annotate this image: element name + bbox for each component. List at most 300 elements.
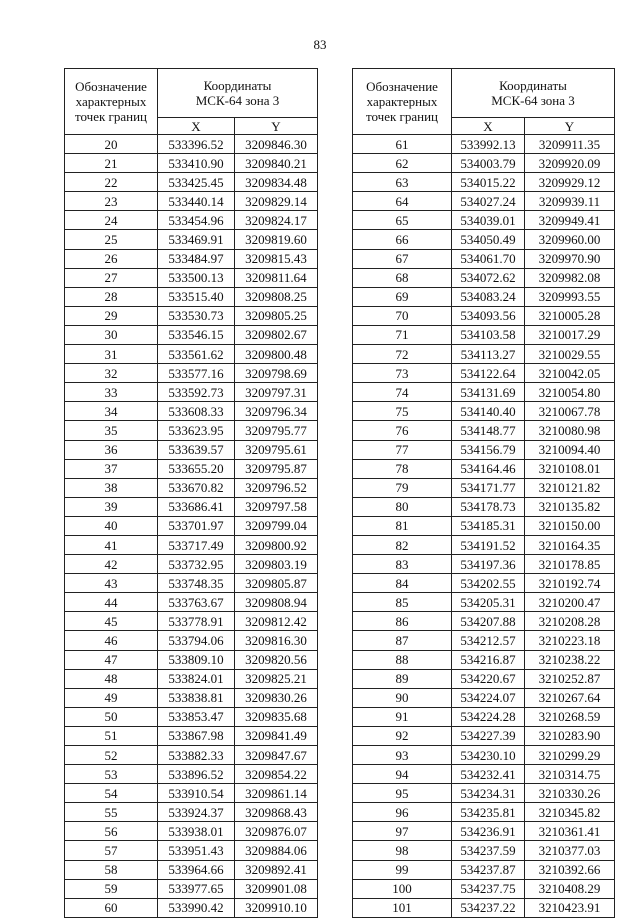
coordinates-table-right xyxy=(352,68,615,918)
x-coordinate-cell: 534224.28 xyxy=(452,707,525,726)
x-coordinate-cell: 534061.70 xyxy=(452,249,525,268)
point-id-cell: 91 xyxy=(353,707,452,726)
point-id-cell: 59 xyxy=(65,879,158,898)
point-id-cell: 31 xyxy=(65,345,158,364)
table-row xyxy=(65,516,318,535)
y-coordinate-cell: 3209802.67 xyxy=(235,325,318,344)
table-row xyxy=(65,135,318,154)
y-coordinate-cell: 3210094.40 xyxy=(525,440,615,459)
x-coordinate-cell: 534207.88 xyxy=(452,612,525,631)
x-coordinate-cell: 533608.33 xyxy=(158,402,235,421)
point-id-cell: 74 xyxy=(353,383,452,402)
y-coordinate-cell: 3209920.09 xyxy=(525,154,615,173)
table-row xyxy=(353,306,615,325)
y-coordinate-cell: 3210252.87 xyxy=(525,669,615,688)
table-row xyxy=(353,230,615,249)
x-coordinate-cell: 533717.49 xyxy=(158,535,235,554)
point-id-cell: 69 xyxy=(353,287,452,306)
x-coordinate-cell: 534235.81 xyxy=(452,803,525,822)
y-coordinate-cell: 3210408.29 xyxy=(525,879,615,898)
point-id-cell: 98 xyxy=(353,841,452,860)
x-coordinate-cell: 533577.16 xyxy=(158,364,235,383)
x-coordinate-cell: 534216.87 xyxy=(452,650,525,669)
point-id-cell: 89 xyxy=(353,669,452,688)
point-id-cell: 40 xyxy=(65,516,158,535)
y-coordinate-cell: 3209854.22 xyxy=(235,765,318,784)
point-id-cell: 62 xyxy=(353,154,452,173)
y-coordinate-cell: 3210017.29 xyxy=(525,325,615,344)
y-coordinate-cell: 3209811.64 xyxy=(235,268,318,287)
table-row xyxy=(353,154,615,173)
point-id-cell: 71 xyxy=(353,325,452,344)
table-body-left xyxy=(65,135,318,918)
x-coordinate-cell: 533561.62 xyxy=(158,345,235,364)
table-row xyxy=(353,669,615,688)
x-coordinate-cell: 534236.91 xyxy=(452,822,525,841)
point-id-cell: 80 xyxy=(353,497,452,516)
y-coordinate-cell: 3209835.68 xyxy=(235,707,318,726)
x-coordinate-cell: 533794.06 xyxy=(158,631,235,650)
x-coordinate-cell: 534230.10 xyxy=(452,746,525,765)
point-id-cell: 30 xyxy=(65,325,158,344)
y-column-header: Y xyxy=(525,118,615,135)
y-coordinate-cell: 3209829.14 xyxy=(235,192,318,211)
x-coordinate-cell: 533896.52 xyxy=(158,765,235,784)
table-row xyxy=(353,650,615,669)
x-coordinate-cell: 533515.40 xyxy=(158,287,235,306)
y-coordinate-cell: 3209824.17 xyxy=(235,211,318,230)
x-coordinate-cell: 534237.75 xyxy=(452,879,525,898)
x-coordinate-cell: 533623.95 xyxy=(158,421,235,440)
y-coordinate-cell: 3209825.21 xyxy=(235,669,318,688)
point-id-cell: 27 xyxy=(65,268,158,287)
x-coordinate-cell: 533964.66 xyxy=(158,860,235,879)
y-coordinate-cell: 3209861.14 xyxy=(235,784,318,803)
y-coordinate-cell: 3209993.55 xyxy=(525,287,615,306)
y-coordinate-cell: 3209929.12 xyxy=(525,173,615,192)
x-coordinate-cell: 534015.22 xyxy=(452,173,525,192)
table-row xyxy=(65,154,318,173)
table-row xyxy=(65,898,318,917)
table-row xyxy=(65,211,318,230)
x-coordinate-cell: 534131.69 xyxy=(452,383,525,402)
table-row xyxy=(353,688,615,707)
x-coordinate-cell: 533924.37 xyxy=(158,803,235,822)
y-coordinate-cell: 3210267.64 xyxy=(525,688,615,707)
x-coordinate-cell: 534027.24 xyxy=(452,192,525,211)
point-id-cell: 20 xyxy=(65,135,158,154)
table-row xyxy=(65,497,318,516)
y-coordinate-cell: 3210042.05 xyxy=(525,364,615,383)
point-id-cell: 38 xyxy=(65,478,158,497)
table-row xyxy=(65,650,318,669)
x-coordinate-cell: 534113.27 xyxy=(452,345,525,364)
point-id-cell: 46 xyxy=(65,631,158,650)
point-id-cell: 25 xyxy=(65,230,158,249)
table-row xyxy=(65,268,318,287)
point-id-cell: 96 xyxy=(353,803,452,822)
y-coordinate-cell: 3209970.90 xyxy=(525,249,615,268)
point-id-cell: 73 xyxy=(353,364,452,383)
table-row xyxy=(65,555,318,574)
point-id-cell: 79 xyxy=(353,478,452,497)
x-coordinate-cell: 534072.62 xyxy=(452,268,525,287)
x-coordinate-cell: 534122.64 xyxy=(452,364,525,383)
table-row xyxy=(65,612,318,631)
y-coordinate-cell: 3209819.60 xyxy=(235,230,318,249)
point-id-cell: 51 xyxy=(65,726,158,745)
x-coordinate-cell: 533838.81 xyxy=(158,688,235,707)
x-column-header: X xyxy=(158,118,235,135)
y-coordinate-cell: 3210268.59 xyxy=(525,707,615,726)
table-row xyxy=(353,173,615,192)
point-id-cell: 32 xyxy=(65,364,158,383)
x-coordinate-cell: 533440.14 xyxy=(158,192,235,211)
y-coordinate-cell: 3209841.49 xyxy=(235,726,318,745)
y-coordinate-cell: 3209949.41 xyxy=(525,211,615,230)
y-coordinate-cell: 3210054.80 xyxy=(525,383,615,402)
point-id-cell: 68 xyxy=(353,268,452,287)
table-row xyxy=(353,211,615,230)
table-row xyxy=(353,898,615,917)
y-coordinate-cell: 3209982.08 xyxy=(525,268,615,287)
table-row xyxy=(65,726,318,745)
point-id-cell: 63 xyxy=(353,173,452,192)
point-id-cell: 42 xyxy=(65,555,158,574)
coordinates-header xyxy=(158,69,318,118)
coordinates-table-left xyxy=(64,68,318,918)
x-coordinate-cell: 534156.79 xyxy=(452,440,525,459)
y-coordinate-cell: 3210108.01 xyxy=(525,459,615,478)
point-id-cell: 82 xyxy=(353,535,452,554)
point-id-cell: 65 xyxy=(353,211,452,230)
x-coordinate-cell: 533686.41 xyxy=(158,497,235,516)
x-coordinate-cell: 534185.31 xyxy=(452,516,525,535)
y-coordinate-cell: 3209868.43 xyxy=(235,803,318,822)
point-id-cell: 78 xyxy=(353,459,452,478)
x-coordinate-cell: 533500.13 xyxy=(158,268,235,287)
point-id-cell: 77 xyxy=(353,440,452,459)
y-coordinate-cell: 3210283.90 xyxy=(525,726,615,745)
x-coordinate-cell: 534171.77 xyxy=(452,478,525,497)
table-row xyxy=(353,402,615,421)
y-coordinate-cell: 3209939.11 xyxy=(525,192,615,211)
table-row xyxy=(353,364,615,383)
point-id-cell: 58 xyxy=(65,860,158,879)
table-row xyxy=(353,822,615,841)
y-coordinate-cell: 3209795.61 xyxy=(235,440,318,459)
x-coordinate-cell: 533469.91 xyxy=(158,230,235,249)
y-coordinate-cell: 3209812.42 xyxy=(235,612,318,631)
table-row xyxy=(353,535,615,554)
table-row xyxy=(65,631,318,650)
x-coordinate-cell: 534205.31 xyxy=(452,593,525,612)
point-id-cell: 75 xyxy=(353,402,452,421)
page-number: 83 xyxy=(313,37,327,52)
table-row xyxy=(353,287,615,306)
y-coordinate-cell: 3209846.30 xyxy=(235,135,318,154)
y-coordinate-cell: 3209820.56 xyxy=(235,650,318,669)
y-coordinate-cell: 3209901.08 xyxy=(235,879,318,898)
table-row xyxy=(65,325,318,344)
point-header-line: Обозначение xyxy=(75,79,147,94)
coordinates-header-system: МСК-64 зона 3 xyxy=(491,93,575,108)
point-id-cell: 72 xyxy=(353,345,452,364)
y-coordinate-cell: 3210150.00 xyxy=(525,516,615,535)
point-id-cell: 22 xyxy=(65,173,158,192)
point-header-line: характерных xyxy=(366,94,438,109)
table-row xyxy=(353,459,615,478)
y-coordinate-cell: 3210238.22 xyxy=(525,650,615,669)
table-row xyxy=(353,574,615,593)
x-coordinate-cell: 534164.46 xyxy=(452,459,525,478)
point-id-cell: 67 xyxy=(353,249,452,268)
table-row xyxy=(353,860,615,879)
y-coordinate-cell: 3210080.98 xyxy=(525,421,615,440)
table-row xyxy=(65,765,318,784)
y-coordinate-cell: 3209808.25 xyxy=(235,287,318,306)
y-coordinate-cell: 3209876.07 xyxy=(235,822,318,841)
table-row xyxy=(353,803,615,822)
x-coordinate-cell: 534039.01 xyxy=(452,211,525,230)
table-row xyxy=(353,555,615,574)
point-id-cell: 23 xyxy=(65,192,158,211)
table-row xyxy=(65,860,318,879)
y-coordinate-cell: 3209808.94 xyxy=(235,593,318,612)
x-coordinate-cell: 533396.52 xyxy=(158,135,235,154)
point-id-cell: 43 xyxy=(65,574,158,593)
point-id-cell: 47 xyxy=(65,650,158,669)
y-coordinate-cell: 3209803.19 xyxy=(235,555,318,574)
point-id-cell: 56 xyxy=(65,822,158,841)
table-row xyxy=(353,268,615,287)
table-row xyxy=(353,593,615,612)
point-id-cell: 100 xyxy=(353,879,452,898)
point-id-cell: 37 xyxy=(65,459,158,478)
y-coordinate-cell: 3209800.92 xyxy=(235,535,318,554)
table-row xyxy=(353,192,615,211)
table-row xyxy=(65,746,318,765)
point-id-cell: 57 xyxy=(65,841,158,860)
y-coordinate-cell: 3209797.58 xyxy=(235,497,318,516)
x-coordinate-cell: 533454.96 xyxy=(158,211,235,230)
x-coordinate-cell: 534178.73 xyxy=(452,497,525,516)
y-coordinate-cell: 3209815.43 xyxy=(235,249,318,268)
point-id-cell: 53 xyxy=(65,765,158,784)
table-row xyxy=(353,746,615,765)
table-row xyxy=(65,803,318,822)
x-coordinate-cell: 533882.33 xyxy=(158,746,235,765)
x-coordinate-cell: 533701.97 xyxy=(158,516,235,535)
point-id-cell: 97 xyxy=(353,822,452,841)
table-row xyxy=(353,631,615,650)
point-id-cell: 93 xyxy=(353,746,452,765)
table-row xyxy=(65,402,318,421)
x-coordinate-cell: 533977.65 xyxy=(158,879,235,898)
table-body-right xyxy=(353,135,615,918)
y-coordinate-cell: 3209799.04 xyxy=(235,516,318,535)
x-coordinate-cell: 533824.01 xyxy=(158,669,235,688)
table-row xyxy=(353,516,615,535)
x-coordinate-cell: 534202.55 xyxy=(452,574,525,593)
y-coordinate-cell: 3209816.30 xyxy=(235,631,318,650)
table-row xyxy=(353,879,615,898)
point-id-cell: 66 xyxy=(353,230,452,249)
table-row xyxy=(65,688,318,707)
table-row xyxy=(65,574,318,593)
point-id-cell: 87 xyxy=(353,631,452,650)
x-coordinate-cell: 533778.91 xyxy=(158,612,235,631)
point-id-cell: 86 xyxy=(353,612,452,631)
point-id-cell: 49 xyxy=(65,688,158,707)
point-id-cell: 52 xyxy=(65,746,158,765)
x-coordinate-cell: 533938.01 xyxy=(158,822,235,841)
y-coordinate-cell: 3209911.35 xyxy=(525,135,615,154)
coordinates-header xyxy=(452,69,615,118)
table-row xyxy=(65,306,318,325)
x-coordinate-cell: 533484.97 xyxy=(158,249,235,268)
point-id-cell: 81 xyxy=(353,516,452,535)
point-id-cell: 90 xyxy=(353,688,452,707)
y-coordinate-cell: 3209960.00 xyxy=(525,230,615,249)
table-row xyxy=(65,879,318,898)
point-id-cell: 41 xyxy=(65,535,158,554)
table-row xyxy=(65,478,318,497)
table-row xyxy=(353,726,615,745)
table-row xyxy=(65,459,318,478)
x-coordinate-cell: 533592.73 xyxy=(158,383,235,402)
table-row xyxy=(65,192,318,211)
x-coordinate-cell: 533951.43 xyxy=(158,841,235,860)
table-row xyxy=(65,287,318,306)
x-coordinate-cell: 534148.77 xyxy=(452,421,525,440)
table-row xyxy=(65,784,318,803)
y-coordinate-cell: 3209834.48 xyxy=(235,173,318,192)
point-id-cell: 28 xyxy=(65,287,158,306)
y-coordinate-cell: 3209798.69 xyxy=(235,364,318,383)
point-id-cell: 21 xyxy=(65,154,158,173)
y-coordinate-cell: 3210178.85 xyxy=(525,555,615,574)
point-id-cell: 85 xyxy=(353,593,452,612)
point-id-cell: 88 xyxy=(353,650,452,669)
point-id-cell: 55 xyxy=(65,803,158,822)
table-row xyxy=(65,173,318,192)
table-row xyxy=(65,707,318,726)
table-row xyxy=(65,822,318,841)
table-row xyxy=(65,841,318,860)
y-coordinate-cell: 3210164.35 xyxy=(525,535,615,554)
x-coordinate-cell: 534093.56 xyxy=(452,306,525,325)
y-coordinate-cell: 3209800.48 xyxy=(235,345,318,364)
y-coordinate-cell: 3209910.10 xyxy=(235,898,318,917)
y-coordinate-cell: 3210330.26 xyxy=(525,784,615,803)
point-id-cell: 48 xyxy=(65,669,158,688)
point-id-cell: 54 xyxy=(65,784,158,803)
x-coordinate-cell: 534003.79 xyxy=(452,154,525,173)
table-row xyxy=(353,135,615,154)
point-id-cell: 50 xyxy=(65,707,158,726)
point-column-header xyxy=(65,69,158,135)
x-coordinate-cell: 534227.39 xyxy=(452,726,525,745)
table-row xyxy=(353,765,615,784)
table-row xyxy=(65,249,318,268)
point-id-cell: 26 xyxy=(65,249,158,268)
table-row xyxy=(65,345,318,364)
x-coordinate-cell: 533530.73 xyxy=(158,306,235,325)
table-row xyxy=(65,230,318,249)
x-coordinate-cell: 534237.22 xyxy=(452,898,525,917)
y-coordinate-cell: 3209884.06 xyxy=(235,841,318,860)
y-coordinate-cell: 3210423.91 xyxy=(525,898,615,917)
y-coordinate-cell: 3210135.82 xyxy=(525,497,615,516)
x-coordinate-cell: 533992.13 xyxy=(452,135,525,154)
y-coordinate-cell: 3210223.18 xyxy=(525,631,615,650)
point-id-cell: 61 xyxy=(353,135,452,154)
x-coordinate-cell: 534237.59 xyxy=(452,841,525,860)
y-coordinate-cell: 3209840.21 xyxy=(235,154,318,173)
table-row xyxy=(353,325,615,344)
point-id-cell: 44 xyxy=(65,593,158,612)
y-coordinate-cell: 3210299.29 xyxy=(525,746,615,765)
table-row xyxy=(65,440,318,459)
coordinates-header-title: Координаты xyxy=(499,78,567,93)
x-coordinate-cell: 534220.67 xyxy=(452,669,525,688)
table-row xyxy=(353,440,615,459)
x-coordinate-cell: 534224.07 xyxy=(452,688,525,707)
point-id-cell: 45 xyxy=(65,612,158,631)
x-coordinate-cell: 534237.87 xyxy=(452,860,525,879)
y-coordinate-cell: 3210067.78 xyxy=(525,402,615,421)
x-coordinate-cell: 534050.49 xyxy=(452,230,525,249)
table-row xyxy=(353,841,615,860)
y-column-header: Y xyxy=(235,118,318,135)
point-id-cell: 64 xyxy=(353,192,452,211)
point-header-line: характерных xyxy=(75,94,147,109)
point-id-cell: 76 xyxy=(353,421,452,440)
point-id-cell: 35 xyxy=(65,421,158,440)
x-coordinate-cell: 533853.47 xyxy=(158,707,235,726)
x-coordinate-cell: 533990.42 xyxy=(158,898,235,917)
y-coordinate-cell: 3209795.77 xyxy=(235,421,318,440)
y-coordinate-cell: 3209830.26 xyxy=(235,688,318,707)
point-id-cell: 84 xyxy=(353,574,452,593)
coordinates-header-title: Координаты xyxy=(203,78,272,93)
x-coordinate-cell: 533809.10 xyxy=(158,650,235,669)
y-coordinate-cell: 3209805.25 xyxy=(235,306,318,325)
y-coordinate-cell: 3210029.55 xyxy=(525,345,615,364)
x-coordinate-cell: 534234.31 xyxy=(452,784,525,803)
point-id-cell: 99 xyxy=(353,860,452,879)
x-coordinate-cell: 534103.58 xyxy=(452,325,525,344)
coordinates-header-system: МСК-64 зона 3 xyxy=(195,93,280,108)
point-id-cell: 36 xyxy=(65,440,158,459)
y-coordinate-cell: 3210200.47 xyxy=(525,593,615,612)
table-row xyxy=(65,383,318,402)
y-coordinate-cell: 3209796.52 xyxy=(235,478,318,497)
point-column-header xyxy=(353,69,452,135)
y-coordinate-cell: 3209805.87 xyxy=(235,574,318,593)
x-coordinate-cell: 534083.24 xyxy=(452,287,525,306)
x-coordinate-cell: 533546.15 xyxy=(158,325,235,344)
x-coordinate-cell: 533410.90 xyxy=(158,154,235,173)
x-coordinate-cell: 533670.82 xyxy=(158,478,235,497)
table-row xyxy=(65,421,318,440)
y-coordinate-cell: 3210392.66 xyxy=(525,860,615,879)
point-id-cell: 60 xyxy=(65,898,158,917)
point-header-line: точек границ xyxy=(365,109,439,124)
y-coordinate-cell: 3210121.82 xyxy=(525,478,615,497)
y-coordinate-cell: 3209892.41 xyxy=(235,860,318,879)
